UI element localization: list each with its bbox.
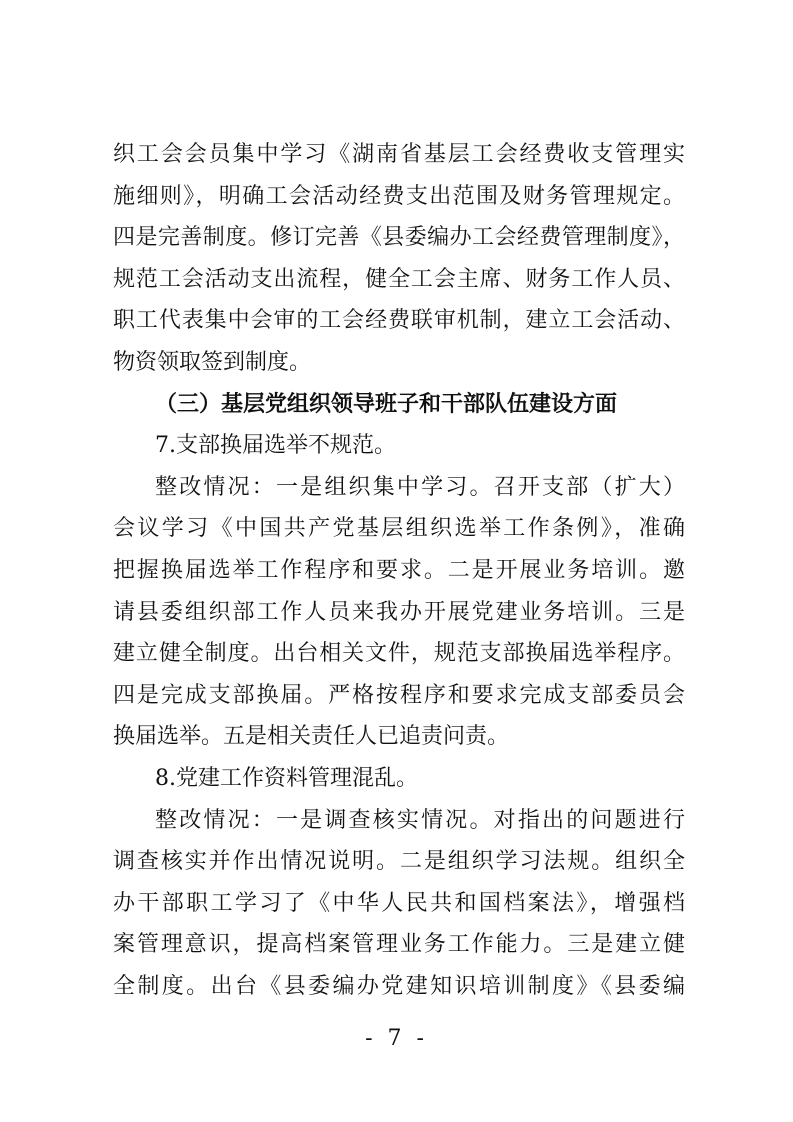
item-heading: 7.支部换届选举不规范。	[155, 433, 396, 459]
section-heading: （三）基层党组织领导班子和干部队伍建设方面	[155, 390, 618, 417]
paragraph-line: 整改情况：一是组织集中学习。召开支部（扩大）	[155, 474, 685, 500]
paragraph-line: 案管理意识，提高档案管理业务工作能力。三是建立健	[113, 932, 685, 958]
paragraph-line: 规范工会活动支出流程，健全工会主席、财务工作人员、	[113, 266, 685, 292]
paragraph-line: 职工代表集中会审的工会经费联审机制，建立工会活动、	[113, 308, 685, 334]
paragraph-line: 四是完成支部换届。严格按程序和要求完成支部委员会	[113, 682, 685, 708]
paragraph-line: 四是完善制度。修订完善《县委编办工会经费管理制度》，	[113, 225, 685, 251]
paragraph-line: 把握换届选举工作程序和要求。二是开展业务培训。邀	[113, 557, 685, 583]
paragraph-line: 办干部职工学习了《中华人民共和国档案法》，增强档	[113, 890, 685, 916]
paragraph-line: 全制度。出台《县委编办党建知识培训制度》《县委编	[113, 973, 685, 999]
paragraph-line: 施细则》，明确工会活动经费支出范围及财务管理规定。	[113, 183, 685, 209]
paragraph-line: 调查核实并作出情况说明。二是组织学习法规。组织全	[113, 849, 685, 875]
paragraph-line: 会议学习《中国共产党基层组织选举工作条例》，准确	[113, 516, 685, 542]
paragraph-line: 换届选举。五是相关责任人已追责问责。	[113, 724, 510, 750]
paragraph-line: 织工会会员集中学习《湖南省基层工会经费收支管理实	[113, 142, 685, 167]
paragraph-line: 请县委组织部工作人员来我办开展党建业务培训。三是	[113, 599, 685, 625]
item-heading: 8.党建工作资料管理混乱。	[155, 765, 418, 791]
paragraph-line: 建立健全制度。出台相关文件，规范支部换届选举程序。	[113, 641, 685, 667]
paragraph-line: 整改情况：一是调查核实情况。对指出的问题进行	[155, 807, 685, 833]
document-body	[113, 134, 685, 1007]
paragraph-line: 物资领取签到制度。	[113, 349, 312, 375]
page-number: - 7 -	[365, 1026, 428, 1051]
